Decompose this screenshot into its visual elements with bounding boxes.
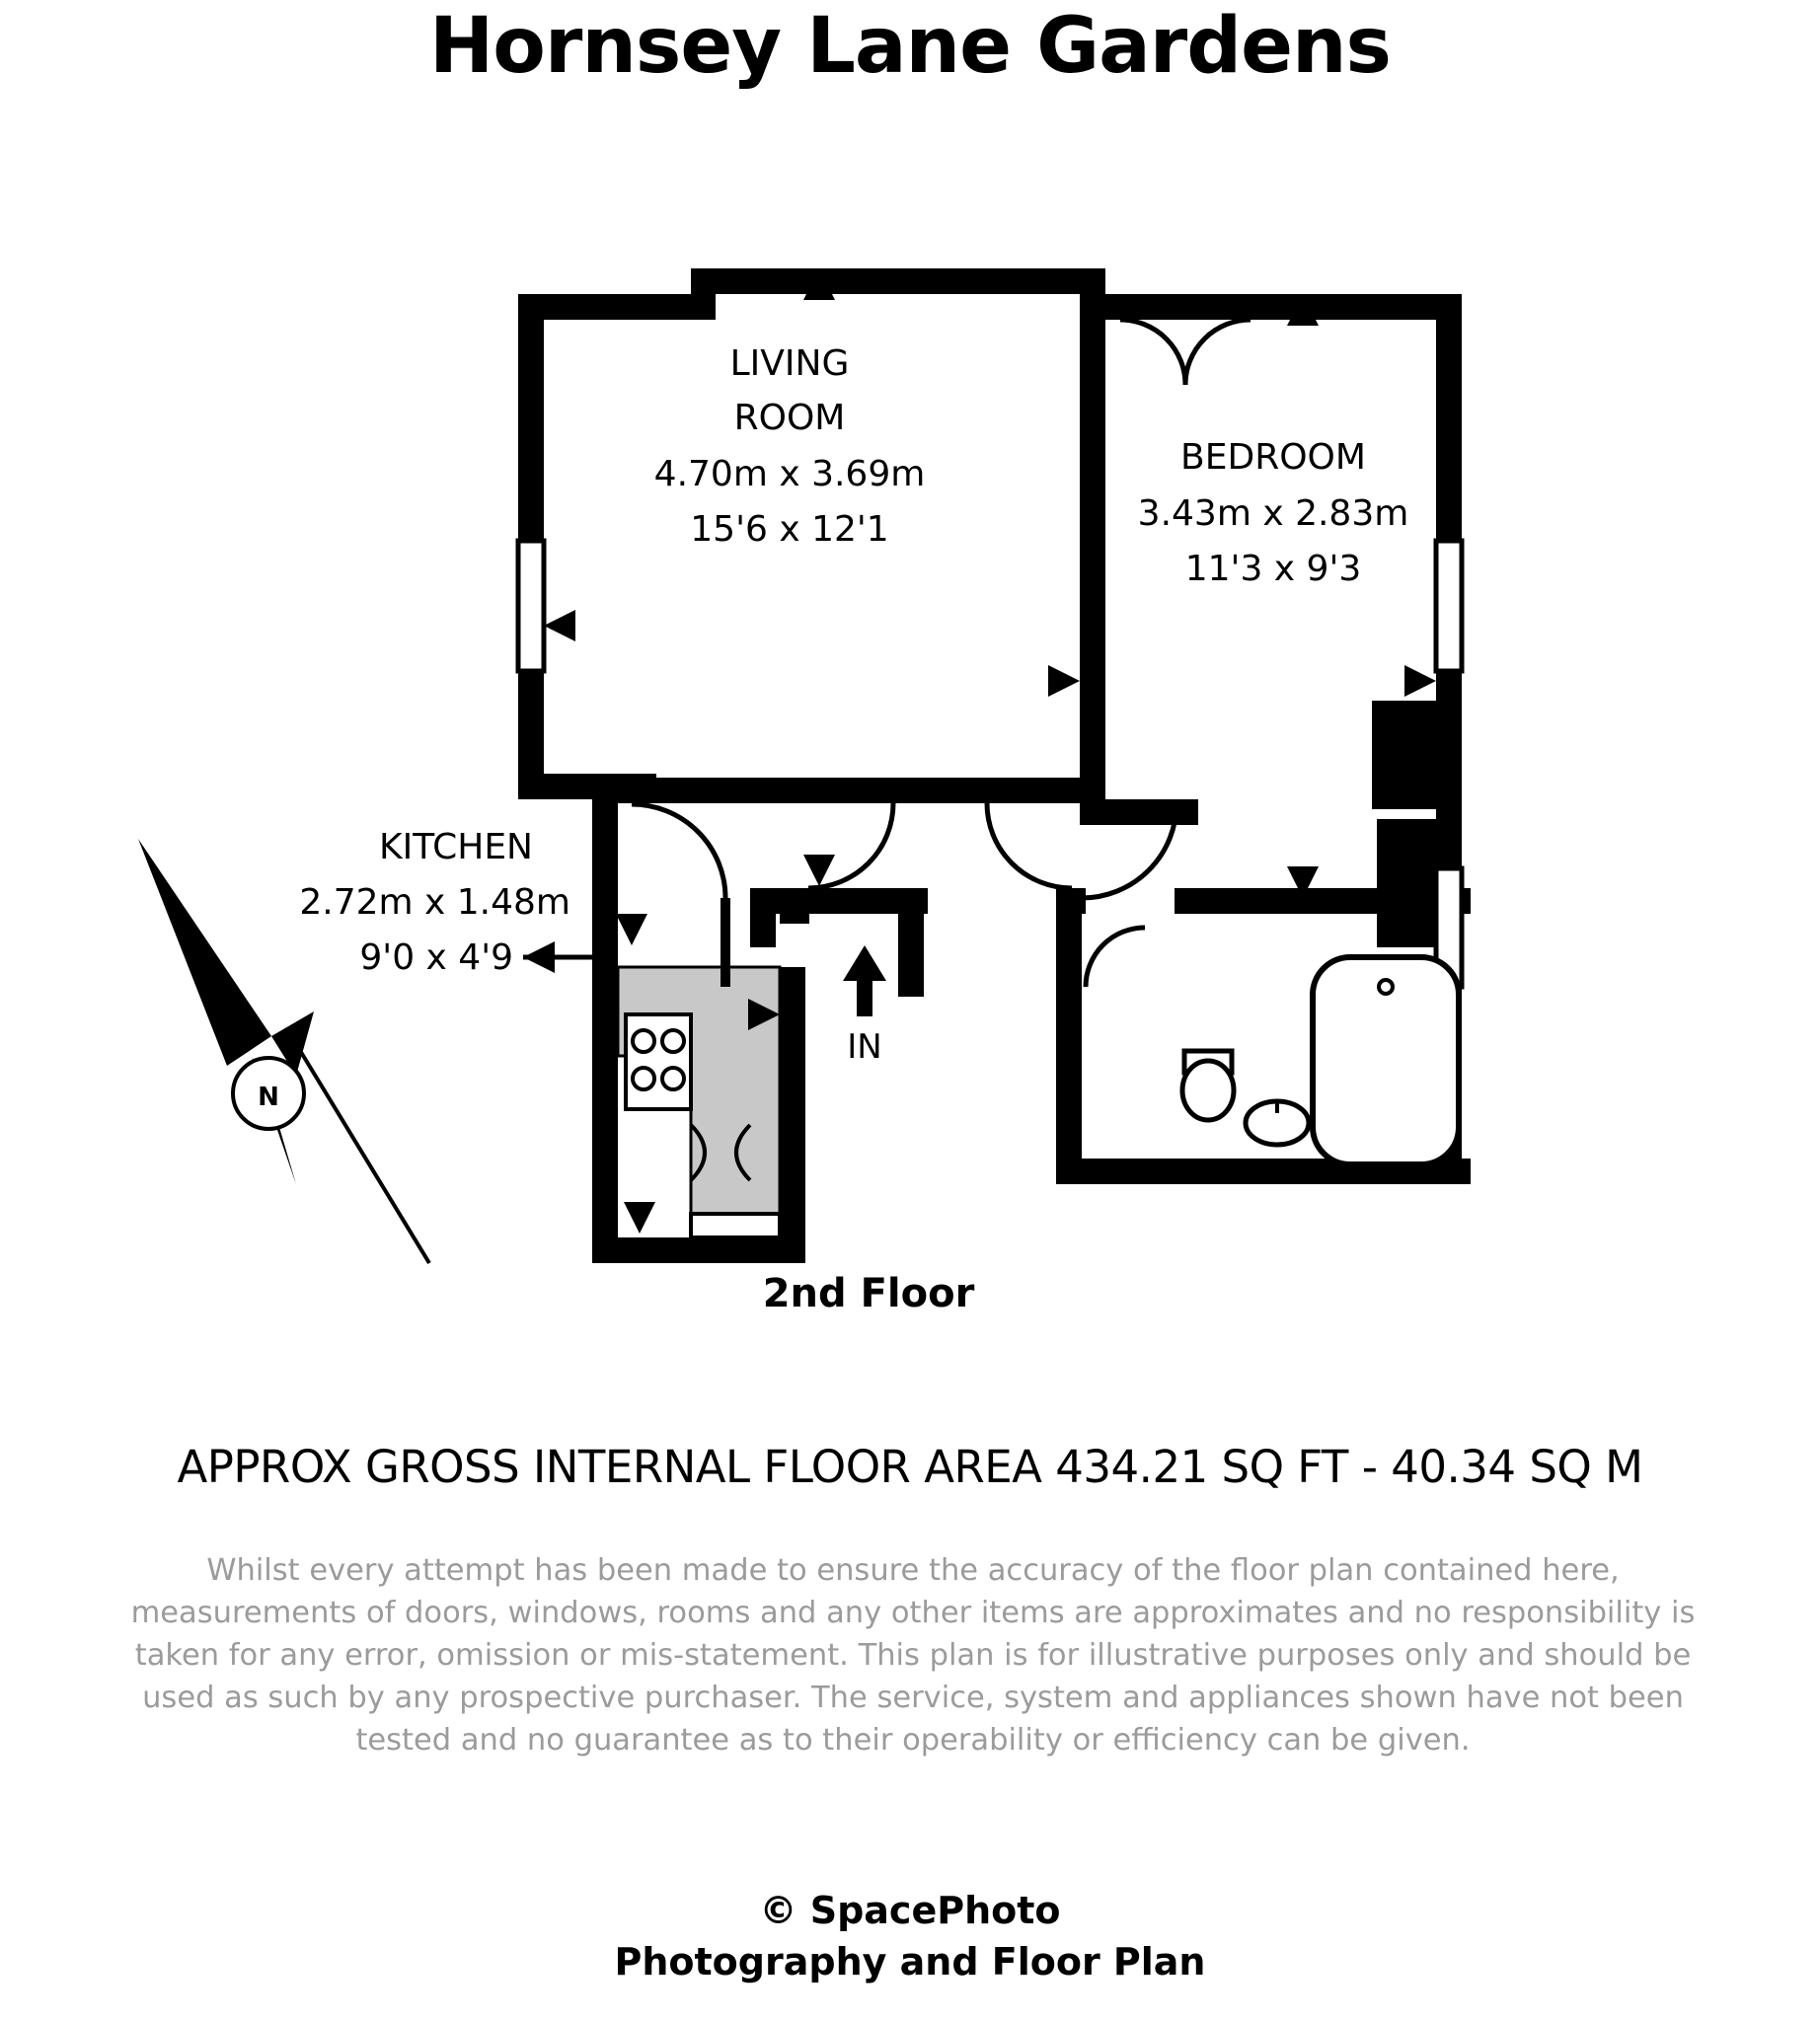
kitchen-imperial: 9'0 x 4'9 xyxy=(359,937,513,978)
entrance-label: IN xyxy=(847,1027,882,1067)
page-title: Hornsey Lane Gardens xyxy=(429,2,1391,91)
living-room-imperial: 15'6 x 12'1 xyxy=(690,509,889,550)
footer-line-1: © SpacePhoto xyxy=(759,1889,1061,1932)
footer-line-2: Photography and Floor Plan xyxy=(614,1940,1206,1984)
entrance-arrow xyxy=(843,945,886,1016)
living-room-label xyxy=(654,343,926,550)
disclaimer-text: Whilst every attempt has been made to ensure the accuracy of the floor plan contained here, measurements of doors, windows, rooms and any other items are approximates and no responsibility is taken for any error, omission or mis-statement. This plan is for illustrative purposes only and should be used as such by any prospective purchaser. The service, system and appliances shown have not been tested and no guarantee as to their operability or efficiency can be given. xyxy=(130,1553,1696,1758)
bedroom-label xyxy=(1138,437,1409,589)
floor-level-label: 2nd Floor xyxy=(762,1271,975,1316)
bedroom-metric: 3.43m x 2.83m xyxy=(1137,493,1409,534)
living-room-name-line1: LIVING xyxy=(729,343,850,384)
windows xyxy=(518,541,1462,987)
floor-plan xyxy=(0,207,1820,1112)
footer-credit xyxy=(0,1885,1820,1987)
bathroom-fixtures xyxy=(1182,957,1459,1164)
bedroom-name: BEDROOM xyxy=(1180,437,1366,478)
kitchen-name: KITCHEN xyxy=(379,827,533,867)
bedroom-imperial: 11'3 x 9'3 xyxy=(1184,549,1362,589)
compass-north-letter: N xyxy=(258,1083,279,1112)
floor-area-text: APPROX GROSS INTERNAL FLOOR AREA 434.21 SQ FT - 40.34 SQ M xyxy=(177,1441,1643,1493)
living-room-name-line2: ROOM xyxy=(733,398,846,438)
kitchen-label xyxy=(299,827,618,978)
living-room-metric: 4.70m x 3.69m xyxy=(653,454,926,494)
kitchen-metric: 2.72m x 1.48m xyxy=(299,882,570,923)
door-swings xyxy=(632,320,1251,987)
